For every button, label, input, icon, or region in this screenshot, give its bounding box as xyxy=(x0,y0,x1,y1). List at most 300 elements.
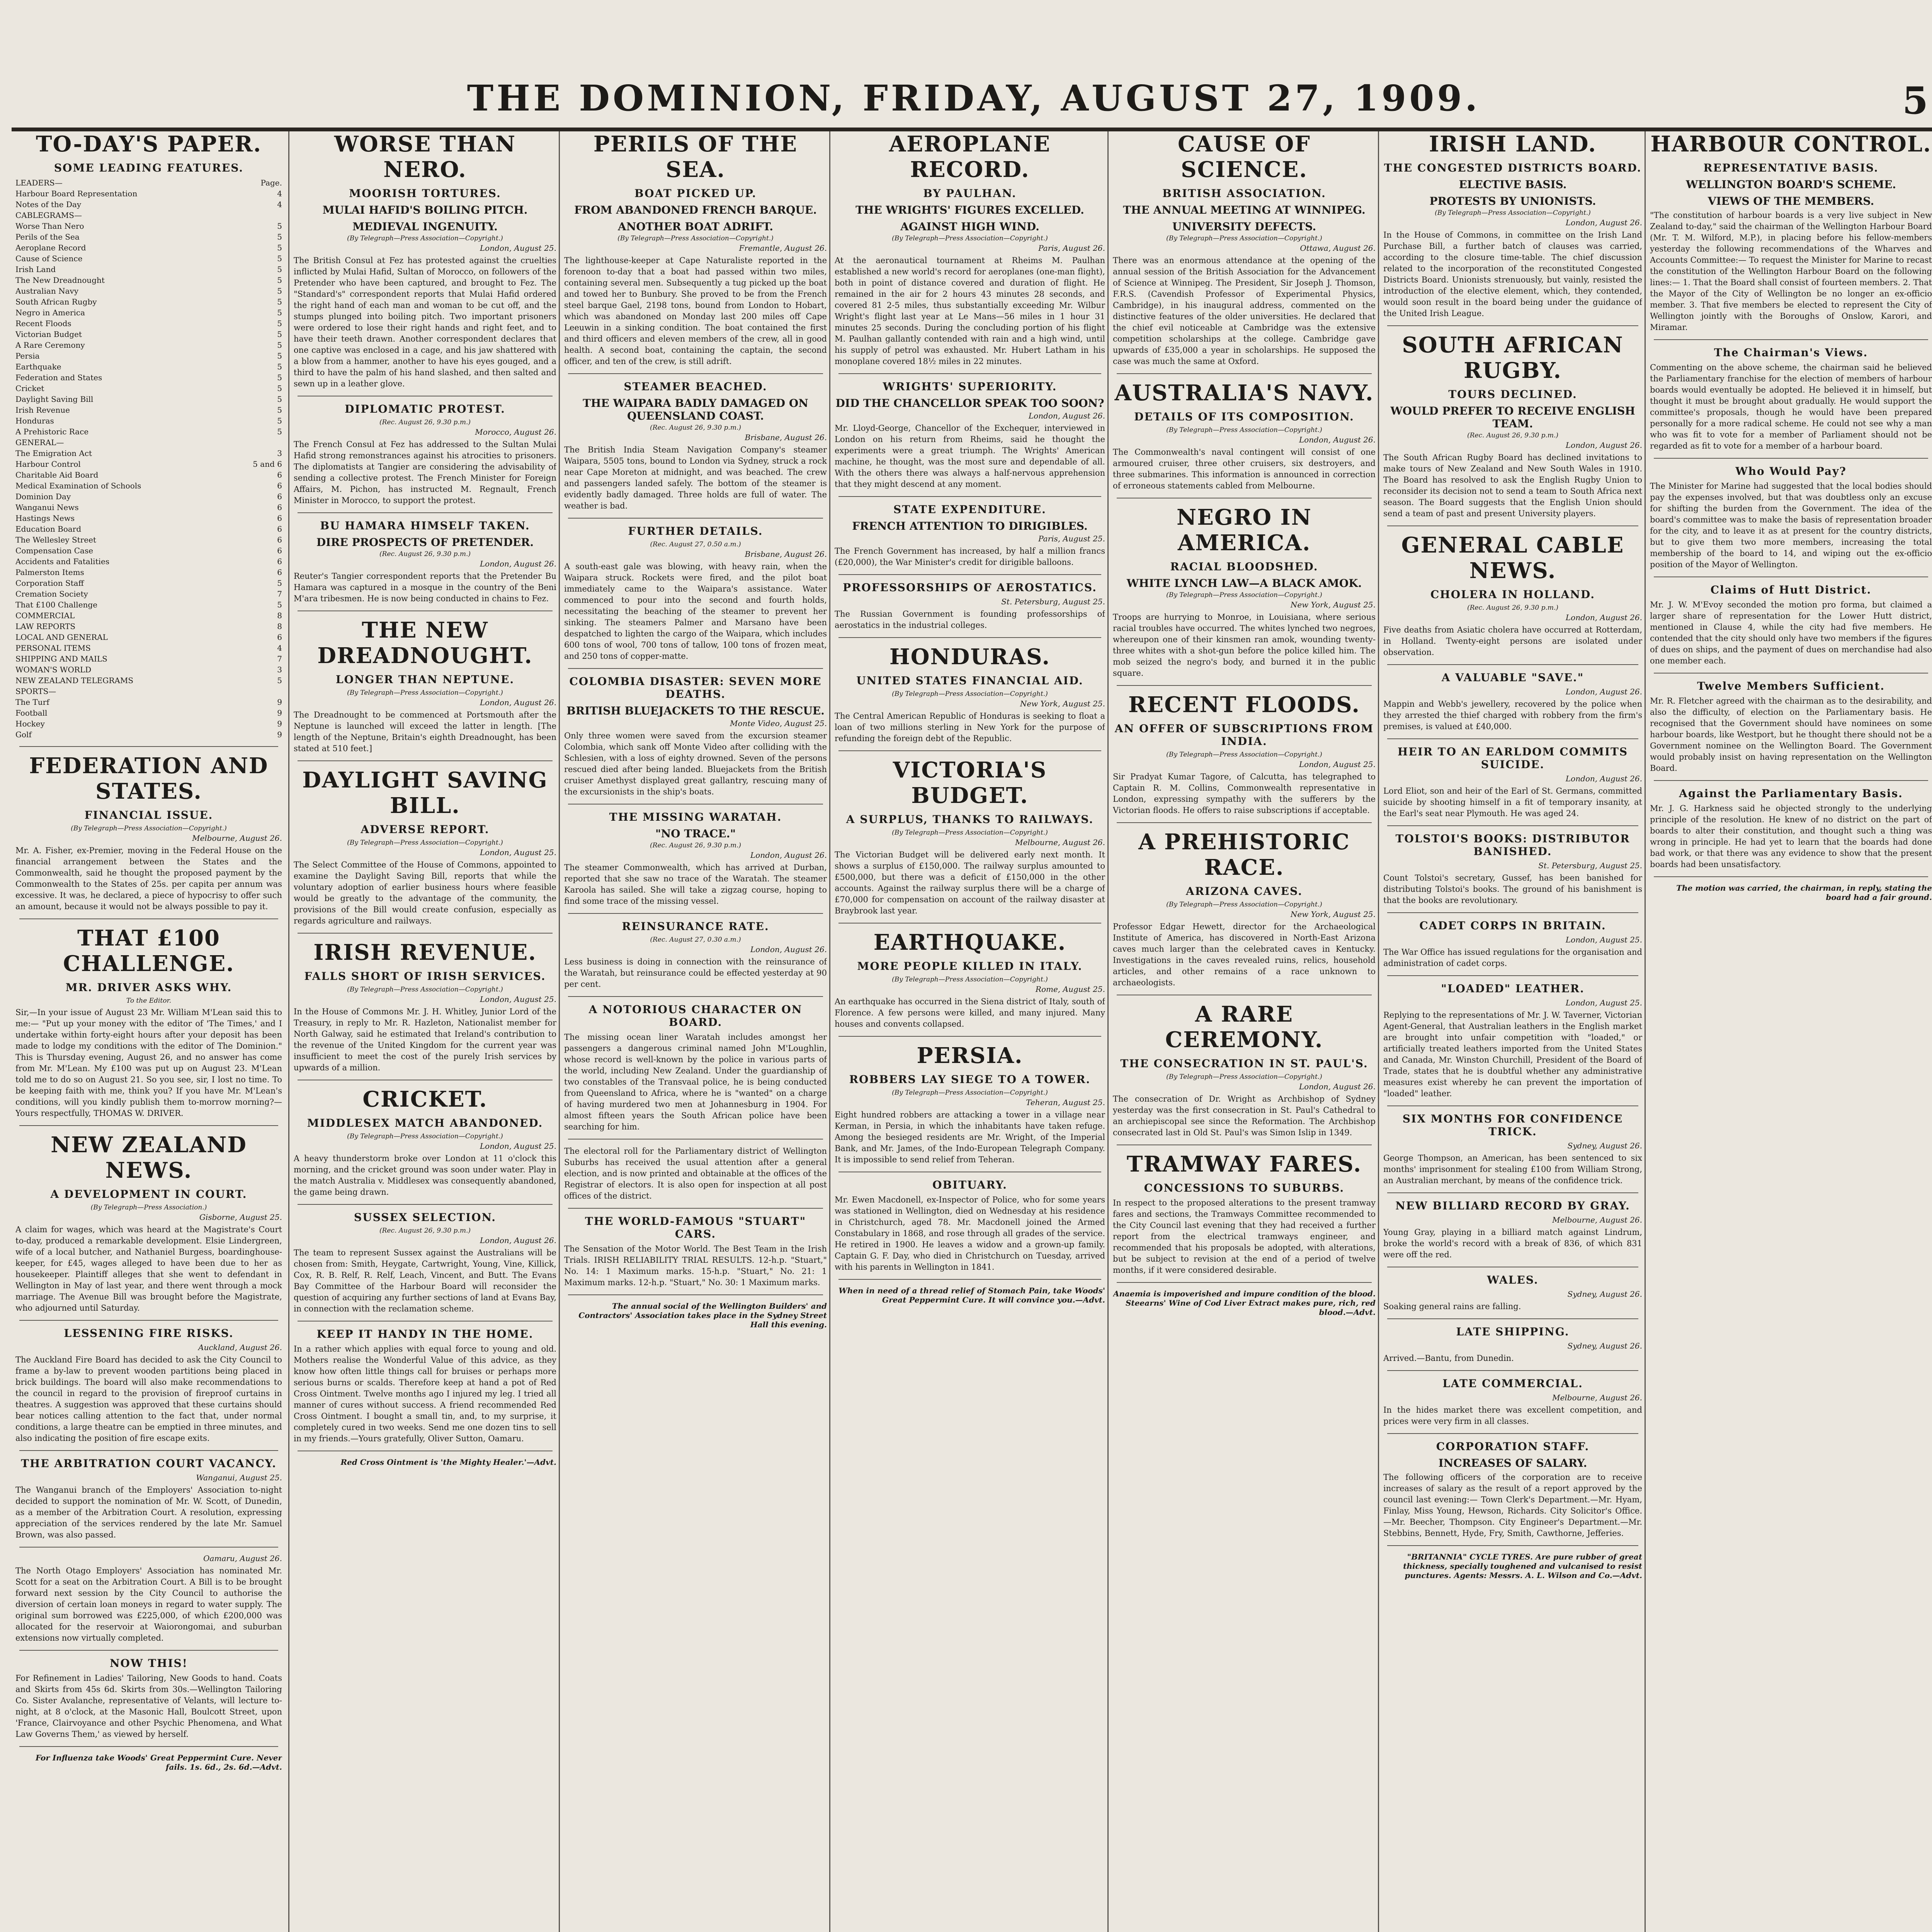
article-credit: (By Telegraph—Press Association—Copyright.) xyxy=(1166,426,1322,434)
index-entry xyxy=(15,307,282,318)
index-label: The Turf xyxy=(15,697,49,707)
article xyxy=(294,1211,556,1315)
article-body: The steamer Commonwealth, which has arrived at Durban, reported that she saw no trace of the Waratah. The steamer Karoola has sailed. She will take a zigzag course, hoping to find some trace of the missing vessel. xyxy=(564,863,827,906)
index-entry xyxy=(15,394,282,405)
article-subheading: FALLS SHORT OF IRISH SERVICES. xyxy=(304,970,546,983)
article-body: A claim for wages, which was heard at the Magistrate's Court to-day, produced a remarkable development. Elsie Lindergreen, wife of a local butcher, and Nathaniel Burgess, boardinghouse-keeper, for £45, wages alleged to have been due to her as housekeeper. Plaintiff alleges that she went to defendant in Wellington in May of last year, and there went through a mock marriage. The Avenue Bill was brought before the Magistrate, who adjourned until Saturday. xyxy=(15,1225,282,1313)
article xyxy=(835,1179,1105,1273)
article-body: In respect to the proposed alterations to the present tramway fares and sections, the Tramways Committee recommended to the City Council last evening that they had received a further report from the electrical tramways engineer, and recommended that his proposals be adopted, with alterations, but be subject to revision at the end of a period of twelve months, if it were considered desirable. xyxy=(1113,1198,1376,1275)
index-entry xyxy=(15,686,282,697)
advertisement: The motion was carried, the chairman, in reply, stating the board had a fair ground. xyxy=(1676,883,1932,902)
article-subheading: ROBBERS LAY SIEGE TO A TOWER. xyxy=(849,1073,1091,1086)
index-page: 4 xyxy=(277,643,282,653)
article-subheading: AN OFFER OF SUBSCRIPTIONS FROM INDIA. xyxy=(1114,722,1374,748)
article-dateline: London, August 25. xyxy=(1565,935,1642,944)
index-entry xyxy=(15,188,282,199)
index-page: 5 xyxy=(277,221,282,231)
article-divider xyxy=(19,1320,278,1321)
index-entry xyxy=(15,513,282,524)
index-label: Worse Than Nero xyxy=(15,221,84,231)
article-body: The Auckland Fire Board has decided to ask the City Council to frame a by-law to prevent wooden partitions being placed in brick buildings. The board will also make recommendations to the council in regard to the provision of fireproof curtains in theatres. A suggestion was approved that these curtains should bear notices calling attention to the fact that, under normal conditions, a large theatre can be emptied in three minutes, and also indicating the position of fire escape exits. xyxy=(15,1355,282,1443)
article-credit: (By Telegraph—Press Association—Copyright.) xyxy=(347,839,503,847)
article-subheading: KEEP IT HANDY IN THE HOME. xyxy=(316,1328,534,1340)
index-page: 5 xyxy=(277,427,282,436)
article-divider xyxy=(1387,1370,1638,1371)
article-dateline: Paris, August 26. xyxy=(1038,243,1105,253)
article-subheading: Twelve Members Sufficient. xyxy=(1697,680,1885,692)
article-headline: AUSTRALIA'S NAVY. xyxy=(1114,380,1374,406)
index-page: 5 xyxy=(277,340,282,350)
index-entry xyxy=(15,318,282,329)
article-headline: PERSIA. xyxy=(917,1043,1023,1068)
index-label: COMMERCIAL xyxy=(15,611,75,620)
article-body: Professor Edgar Hewett, director for the Archaeological Institute of America, has discovered in North-East Arizona caves much larger than the celebrated caves in Kentucky. Investigations in the caves revealed ruins, relics, household articles, and other remains of a race unknown to archaeologists. xyxy=(1113,922,1376,987)
index-page: 5 xyxy=(277,384,282,393)
advertisement: Red Cross Ointment is 'the Mighty Healer.'—Advt. xyxy=(340,1458,556,1467)
article-divider xyxy=(1654,458,1928,459)
index-page: 6 xyxy=(277,492,282,501)
index-label: The Wellesley Street xyxy=(15,535,96,544)
article-subheading-secondary: BRITISH BLUEJACKETS TO THE RESCUE. xyxy=(566,704,825,717)
index-entry xyxy=(15,599,282,610)
index-entry xyxy=(15,556,282,567)
index-entry xyxy=(15,361,282,372)
index-label: Charitable Aid Board xyxy=(15,470,99,480)
article xyxy=(564,1215,827,1288)
article-subheading: A NOTORIOUS CHARACTER ON BOARD. xyxy=(588,1003,803,1029)
article-divider xyxy=(838,574,1101,575)
article-subheading-secondary: THE ANNUAL MEETING AT WINNIPEG. xyxy=(1123,204,1366,216)
article-subheading-tertiary: ANOTHER BOAT ADRIFT. xyxy=(618,220,773,233)
article-dateline: St. Petersburg, August 25. xyxy=(1538,861,1642,870)
article-divider xyxy=(1387,975,1638,976)
article-dateline: Monte Video, August 25. xyxy=(730,719,827,728)
article-body: The South African Rugby Board has declined invitations to make tours of New Zealand and New South Wales in 1910. The Board has resolved to ask the English Rugby Union to reconsider its decision not to send a team to South Africa next season. The Board suggests that the English Union should send a team of past and present University players. xyxy=(1383,453,1642,518)
index-page: 7 xyxy=(277,654,282,663)
article-subheading-secondary: MULAI HAFID'S BOILING PITCH. xyxy=(322,204,528,216)
index-label: SHIPPING AND MAILS xyxy=(15,654,107,663)
article-headline: A PREHISTORIC RACE. xyxy=(1138,829,1350,880)
article-dateline: London, August 26. xyxy=(1565,687,1642,696)
article-headline: CAUSE OF SCIENCE. xyxy=(1177,131,1311,182)
article-body: In the hides market there was excellent competition, and prices were very firm in all classes. xyxy=(1383,1405,1642,1426)
article-subheading-secondary: FRENCH ATTENTION TO DIRIGIBLES. xyxy=(852,520,1088,532)
article-subheading: THE ARBITRATION COURT VACANCY. xyxy=(21,1457,277,1470)
article-body: Commenting on the above scheme, the chairman said he believed the Parliamentary franchise for the election of members of harbour boards would eventually be adopted. He believed it in himself, but thought it must be brought about gradually. He would support the committee's proposals, though he would have been prepared personally for a more radical scheme. He could not see why a man who was fit to vote for a member of Parliament should not be regarded as fit to vote for a member of a harbour board. xyxy=(1650,363,1932,451)
article-body: The Minister for Marine had suggested that the local bodies should pay the expenses involved, but that was doubtless only an excuse for shifting the burden from the Government. The idea of the board's committee was to make the basis of representation broader for the city, and to leave it as at present for the country districts, but to give them two more members, increasing the total membership of the board to 14, and wiping out the ex-officio position of the Mayor of Wellington. xyxy=(1650,481,1932,569)
index-page xyxy=(267,686,282,697)
article xyxy=(564,1146,827,1202)
article-dateline: Oamaru, August 26. xyxy=(203,1554,282,1563)
article xyxy=(564,675,827,798)
article-dateline: Rome, August 25. xyxy=(1035,985,1105,994)
index-page: 5 xyxy=(277,330,282,339)
article-credit: (Rec. August 26, 9.30 p.m.) xyxy=(379,418,471,426)
article-subheading: "LOADED" LEATHER. xyxy=(1441,982,1585,995)
article-dateline: Melbourne, August 26. xyxy=(192,833,282,843)
article-credit: (By Telegraph—Press Association—Copyright.) xyxy=(892,1089,1048,1097)
article-body: In the House of Commons, in committee on the Irish Land Purchase Bill, a further batch of clauses was carried, according to the closure time-table. The chief discussion related to the incorporation of the reconstituted Congested Districts Board. Unionists strenuously, but vainly, resisted the introduction of the elective element, which, they contended, would soon result in the board being under the guidance of the United Irish League. xyxy=(1383,230,1642,318)
article-subheading-secondary: THE WRIGHTS' FIGURES EXCELLED. xyxy=(855,204,1084,216)
article-headline: HONDURAS. xyxy=(889,644,1051,670)
article-credit: (Rec. August 26, 9.30 p.m.) xyxy=(1467,432,1558,439)
article-subheading: STEAMER BEACHED. xyxy=(624,380,767,393)
article-subheading: CORPORATION STAFF. xyxy=(1436,1440,1590,1453)
column-separator xyxy=(1107,131,1109,1932)
article xyxy=(1383,332,1642,519)
index-label: CABLEGRAMS— xyxy=(15,211,82,220)
article xyxy=(835,380,1105,490)
index-entry xyxy=(15,275,282,286)
index-page: 8 xyxy=(277,622,282,631)
index-entry xyxy=(15,296,282,307)
index-entry xyxy=(15,621,282,632)
article-subheading: MORE PEOPLE KILLED IN ITALY. xyxy=(857,960,1083,973)
article xyxy=(564,920,827,990)
article xyxy=(15,1554,282,1644)
index-label: A Rare Ceremony xyxy=(15,340,85,350)
article-body: An earthquake has occurred in the Siena district of Italy, south of Florence. A few persons were killed, and many injured. Many houses and convents collapsed. xyxy=(835,997,1105,1029)
article-dateline: Brisbane, August 26. xyxy=(745,549,827,559)
article-headline: SOUTH AFRICAN RUGBY. xyxy=(1402,332,1624,383)
article-subheading: Against the Parliamentary Basis. xyxy=(1679,787,1903,800)
article-body: There was an enormous attendance at the opening of the annual session of the British Association for the Advancement of Science at Winnipeg. The President, Sir Joseph J. Thomson, F.R.S. (Cavendish Professor of Experimental Physics, Cambridge), in his inaugural address, commented on the distinctive features of the older universities. He declared that the chief evil noticeable at Cambridge was the extensive competition scholarships at the college. Cambridge gave upwards of £35,000 a year in scholarships. He supposed the case was much the same at Oxford. xyxy=(1113,256,1376,366)
article xyxy=(1113,1151,1376,1276)
index-entry xyxy=(15,578,282,588)
index-page: 5 xyxy=(277,676,282,685)
article-body: The missing ocean liner Waratah includes amongst her passengers a dangerous criminal named John M'Loughlin, whose record is well-known by the police in various parts of the world, including New Zealand. Under the guardianship of two constables of the Transvaal police, he is being conducted from Queensland to Africa, where he is "wanted" on a charge of having murdered two men at Johannesburg in 1904. For almost fifteen years the South African police have been searching for him. xyxy=(564,1032,827,1131)
article-body: The French Consul at Fez has addressed to the Sultan Mulai Hafid strong remonstrances against his atrocities to prisoners. The diplomatists at Tangier are considering the advisability of sending a collective protest. The French Minister for Foreign Affairs, M. Pichon, has instructed M. Regnault, French Minister in Morocco, to support the protest. xyxy=(294,440,556,505)
article-subheading: STATE EXPENDITURE. xyxy=(893,503,1046,516)
index-label: LOCAL AND GENERAL xyxy=(15,633,108,642)
article-credit: (By Telegraph—Press Association—Copyright.) xyxy=(892,976,1048,983)
article-subheading: THE MISSING WARATAH. xyxy=(609,811,782,823)
article-dateline: London, August 26. xyxy=(480,698,556,707)
article-dateline: London, August 25. xyxy=(1565,998,1642,1007)
article-divider xyxy=(568,668,823,669)
article-subheading: NEW BILLIARD RECORD BY GRAY. xyxy=(1395,1199,1630,1212)
column-heading: TO-DAY'S PAPER. xyxy=(36,131,262,157)
article-body: Mr. A. Fisher, ex-Premier, moving in the Federal House on the financial arrangement between the States and the Commonwealth, said he thought the proposed payment by the Commonwealth to the States of 25s. per capita per annum was excessive. It was, he declared, a piece of hypocrisy to offer such an amount, because it would not be always possible to pay it. xyxy=(15,846,282,911)
article-body: "The constitution of harbour boards is a very live subject in New Zealand to-day," said the chairman of the Wellington Harbour Board (Mr. T. M. Wilford, M.P.), in placing before his fellow-members yesterday the following recommendations of the Wharves and Accounts Committee:— To request the Minister for Marine to recast the constitution of the Wellington Harbour Board on the following lines:— 1. That the Board shall consist of fourteen members. 2. That the Mayor of the City of Wellington be no longer an ex-officio member. 3. That five members be elected to represent the City of Wellington jointly with the Boroughs of Onslow, Karori, and Miramar. xyxy=(1650,211,1932,332)
article-headline: NEGRO IN AMERICA. xyxy=(1177,505,1312,556)
advert-divider xyxy=(568,1294,823,1295)
index-page: 6 xyxy=(277,557,282,566)
article-subheading: DETAILS OF ITS COMPOSITION. xyxy=(1134,410,1354,423)
article-subheading-secondary: WHITE LYNCH LAW—A BLACK AMOK. xyxy=(1126,577,1362,590)
article-dateline: Melbourne, August 26. xyxy=(1015,838,1105,847)
article-dateline: Gisborne, August 25. xyxy=(199,1213,282,1222)
article-divider xyxy=(1387,1318,1638,1319)
article xyxy=(1650,680,1932,774)
article-headline: GENERAL CABLE NEWS. xyxy=(1401,532,1624,583)
article-body: Young Gray, playing in a billiard match against Lindrum, broke the world's record with a break of 836, of which 831 were off the red. xyxy=(1383,1228,1642,1259)
article-body: Five deaths from Asiatic cholera have occurred at Rotterdam, in Holland. Twenty-eight persons are isolated under observation. xyxy=(1383,625,1642,657)
article-body: The Russian Government is founding professorships of aerostatics in the industrial colleges. xyxy=(835,609,1105,630)
article-subheading: THE CONGESTED DISTRICTS BOARD. xyxy=(1384,162,1642,174)
article-body: Troops are hurrying to Monroe, in Louisiana, where serious racial troubles have occurred. The whites lynched two negroes, whereupon one of their kinsmen ran amok, wounding twenty-three whites with a shot-gun before the police killed him. The mob seized the negro's body, and burned it in the public square. xyxy=(1113,612,1376,678)
index-page: 5 xyxy=(277,265,282,274)
article-headline: WORSE THAN NERO. xyxy=(334,131,516,182)
article-subheading: MOORISH TORTURES. xyxy=(349,187,501,200)
index-label: A Prehistoric Race xyxy=(15,427,89,436)
article-dateline: Ottawa, August 26. xyxy=(1300,243,1376,253)
index-page: 5 xyxy=(277,308,282,317)
index-entry xyxy=(15,286,282,296)
article-divider xyxy=(1387,325,1638,326)
article-dateline: New York, August 25. xyxy=(1290,600,1376,609)
article-credit: (Rec. August 26, 9.30 p.m.) xyxy=(650,842,741,849)
index-label: Daylight Saving Bill xyxy=(15,395,94,404)
article-credit: (By Telegraph—Press Association—Copyright.) xyxy=(892,829,1048,837)
index-page: 5 xyxy=(277,232,282,242)
index-entry xyxy=(15,729,282,740)
index-page: 5 xyxy=(277,351,282,361)
index-page: 8 xyxy=(277,611,282,620)
article-divider xyxy=(1387,912,1638,913)
article-subheading: TOURS DECLINED. xyxy=(1448,388,1577,401)
article xyxy=(835,581,1105,631)
article-dateline: London, August 26. xyxy=(750,850,827,860)
article-dateline: London, August 26. xyxy=(1565,218,1642,227)
index-entry xyxy=(15,340,282,350)
index-entry xyxy=(15,221,282,231)
index-entry xyxy=(15,177,282,188)
article-divider xyxy=(568,373,823,374)
article-dateline: Fremantle, August 26. xyxy=(739,243,827,253)
article-divider xyxy=(838,1036,1101,1037)
article-credit: (Rec. August 26, 9.30 p.m.) xyxy=(1467,604,1558,612)
index-label: Victorian Budget xyxy=(15,330,82,339)
article-body: The consecration of Dr. Wright as Archbishop of Sydney yesterday was the first consecration in St. Paul's Cathedral to an archiepiscopal see since the Reformation. The Archbishop consecrated last in Old St. Paul's was Simon Islip in 1349. xyxy=(1113,1094,1376,1137)
index-label: That £100 Challenge xyxy=(15,600,98,609)
index-label: Honduras xyxy=(15,416,54,425)
article-credit: (By Telegraph—Press Association—Copyright.) xyxy=(347,689,503,697)
article-credit: (Rec. August 27, 0.50 a.m.) xyxy=(650,541,741,548)
index-label: LAW REPORTS xyxy=(15,622,76,631)
article xyxy=(1383,1274,1642,1312)
article-subheading: ADVERSE REPORT. xyxy=(361,823,490,836)
column-separator xyxy=(829,131,830,1932)
article-subheading: DIPLOMATIC PROTEST. xyxy=(345,403,505,415)
index-label: Medical Examination of Schools xyxy=(15,481,141,490)
article-headline: RECENT FLOODS. xyxy=(1128,692,1361,718)
article-dateline: New York, August 25. xyxy=(1290,910,1376,919)
index-entry xyxy=(15,426,282,437)
article-headline: THAT £100 CHALLENGE. xyxy=(63,925,235,976)
index-entry xyxy=(15,469,282,480)
article-headline: AEROPLANE RECORD. xyxy=(889,131,1051,182)
index-label: Compensation Case xyxy=(15,546,94,555)
article-subheading: RACIAL BLOODSHED. xyxy=(1170,560,1318,573)
article xyxy=(835,757,1105,917)
article-body: Soaking general rains are falling. xyxy=(1383,1302,1521,1311)
article-subheading: CHOLERA IN HOLLAND. xyxy=(1430,588,1595,601)
article-dateline: Melbourne, August 26. xyxy=(1552,1215,1642,1225)
index-entry xyxy=(15,437,282,448)
index-entry xyxy=(15,567,282,578)
article-divider xyxy=(1654,339,1928,340)
index-label: Negro in America xyxy=(15,308,85,317)
article-subheading: SUSSEX SELECTION. xyxy=(354,1211,497,1224)
article-divider xyxy=(1654,780,1928,781)
index-page: 5 xyxy=(277,276,282,285)
index-page: 6 xyxy=(277,535,282,544)
index-entry xyxy=(15,653,282,664)
article-dateline: Brisbane, August 26. xyxy=(745,433,827,442)
index-page: 7 xyxy=(277,589,282,599)
article-subheading: UNITED STATES FINANCIAL AID. xyxy=(856,674,1083,687)
article-dateline: London, August 26. xyxy=(750,945,827,954)
index-entry xyxy=(15,199,282,210)
article-subheading: ARIZONA CAVES. xyxy=(1186,885,1303,898)
index-page: 4 xyxy=(277,189,282,198)
article-body: The North Otago Employers' Association has nominated Mr. Scott for a seat on the Arbitration Court. A Bill is to be brought forward next session by the City Council to authorise the diversion of certain loan moneys in regard to water supply. The original sum borrowed was £225,000, of which £200,000 was allocated for the reservoir at Waiorongomai, and suburban extensions now virtually completed. xyxy=(15,1566,282,1643)
article xyxy=(1113,1002,1376,1138)
index-label: Irish Land xyxy=(15,265,56,274)
article-headline: EARTHQUAKE. xyxy=(873,930,1066,955)
index-entry xyxy=(15,253,282,264)
index-page: 5 xyxy=(277,362,282,371)
article xyxy=(1650,787,1932,870)
article xyxy=(1383,532,1642,658)
article xyxy=(15,753,282,912)
advert-divider xyxy=(1654,876,1928,877)
article-credit: (By Telegraph—Press Association—Copyright.) xyxy=(347,235,503,242)
article-divider xyxy=(1387,1192,1638,1193)
article-subheading-secondary: FROM ABANDONED FRENCH BARQUE. xyxy=(574,204,817,216)
article-body: Reuter's Tangier correspondent reports that the Pretender Bu Hamara was captured in a mosque in the country of the Beni M'ara tribesmen. He is now being conducted in chains to Fez. xyxy=(294,571,556,603)
index-page: 5 xyxy=(277,254,282,263)
article xyxy=(1650,583,1932,667)
article xyxy=(835,644,1105,744)
index-entry xyxy=(15,707,282,718)
article-subheading: REPRESENTATIVE BASIS. xyxy=(1703,162,1879,174)
index-label: Federation and States xyxy=(15,373,102,382)
article-headline: NEW ZEALAND NEWS. xyxy=(51,1132,247,1183)
article-body: Mr. Ewen Macdonell, ex-Inspector of Police, who for some years was stationed in Wellington, died on Wednesday at his residence in Christchurch, aged 78. Mr. Macdonell joined the Armed Constabulary in 1868, and rose through all grades of the service. He retired in 1900. He leaves a widow and a grown-up family. Captain G. F. Day, who died in Christchurch on Tuesday, arrived with his parents in Wellington in 1841. xyxy=(835,1195,1105,1272)
index-label: The New Dreadnought xyxy=(15,276,105,285)
article xyxy=(294,617,556,754)
column-cause-of-science xyxy=(1113,131,1376,1932)
article-subheading-tertiary: AGAINST HIGH WIND. xyxy=(900,220,1039,233)
article-credit: To the Editor. xyxy=(126,997,172,1005)
index-entry xyxy=(15,329,282,340)
article-divider xyxy=(19,918,278,919)
article xyxy=(1383,745,1642,819)
article-body: The electoral roll for the Parliamentary district of Wellington Suburbs has received the usual attention after a general election, and is now printed and obtainable at the offices of the Registrar of electors. It is also open for inspection at all post offices of the district. xyxy=(564,1146,827,1201)
column-separator xyxy=(1645,131,1646,1932)
index-page: 5 xyxy=(277,416,282,425)
article-divider xyxy=(19,1125,278,1126)
article xyxy=(15,1132,282,1314)
article-subheading: The Chairman's Views. xyxy=(1714,346,1868,359)
article-body: The War Office has issued regulations for the organisation and administration of cadet corps. xyxy=(1383,947,1642,968)
article-divider xyxy=(568,518,823,519)
article xyxy=(294,940,556,1073)
article-dateline: London, August 26. xyxy=(480,559,556,568)
article-divider xyxy=(19,1450,278,1451)
article-subheading: CONCESSIONS TO SUBURBS. xyxy=(1144,1182,1345,1194)
article-dateline: Sydney, August 26. xyxy=(1567,1141,1642,1150)
article-divider xyxy=(298,933,553,934)
index-page: 9 xyxy=(277,719,282,728)
article-divider xyxy=(568,913,823,914)
index-entry xyxy=(15,610,282,621)
article-credit: (Rec. August 26, 9.30 p.m.) xyxy=(379,1227,471,1235)
section-divider xyxy=(19,746,278,747)
column-worse-than-nero xyxy=(294,131,556,1932)
article-divider xyxy=(1117,373,1372,374)
index-entry xyxy=(15,718,282,729)
article xyxy=(835,131,1105,367)
index-page: 5 xyxy=(277,578,282,588)
index-page: 5 xyxy=(277,319,282,328)
article-dateline: London, August 25. xyxy=(480,995,556,1004)
article-dateline: London, August 26. xyxy=(1028,411,1105,420)
index-entry xyxy=(15,643,282,653)
article xyxy=(1650,131,1932,333)
index-label: Recent Floods xyxy=(15,319,71,328)
article-body: Mappin and Webb's jewellery, recovered by the police when they arrested the thief charged with robbery from the firm's premises, is valued at £40,000. xyxy=(1383,699,1642,731)
article xyxy=(294,767,556,927)
index-entry xyxy=(15,448,282,459)
article-headline: IRISH LAND. xyxy=(1429,131,1597,157)
article-dateline: Sydney, August 26. xyxy=(1567,1289,1642,1299)
article xyxy=(15,1657,282,1740)
index-page: 6 xyxy=(277,546,282,555)
article-credit: (By Telegraph—Press Association—Copyright.) xyxy=(1166,901,1322,908)
article-subheading: OBITUARY. xyxy=(932,1179,1007,1191)
article-divider xyxy=(1117,685,1372,686)
index-page xyxy=(267,210,282,221)
index-page: 9 xyxy=(277,708,282,718)
index-label: Australian Navy xyxy=(15,286,79,296)
article-dateline: Melbourne, August 26. xyxy=(1552,1393,1642,1402)
masthead xyxy=(12,70,1932,135)
index-label: SPORTS— xyxy=(15,687,56,696)
article-subheading: MR. DRIVER ASKS WHY. xyxy=(65,981,232,994)
column-harbour-control xyxy=(1650,131,1932,1932)
article xyxy=(564,525,827,662)
index-label: LEADERS— xyxy=(15,178,63,187)
index-label: Cricket xyxy=(15,384,44,393)
article-dateline: London, August 26. xyxy=(480,1236,556,1245)
article-body: George Thompson, an American, has been sentenced to six months' imprisonment for stealing £100 from William Strong, an Australian merchant, by means of the confidence trick. xyxy=(1383,1153,1642,1185)
article-subheading: A DEVELOPMENT IN COURT. xyxy=(50,1188,247,1201)
article xyxy=(1383,131,1642,319)
article-divider xyxy=(568,1208,823,1209)
article-subheading: Who Would Pay? xyxy=(1735,465,1847,478)
masthead-title: THE DOMINION, FRIDAY, AUGUST 27, 1909. xyxy=(467,77,1481,119)
article-body: The Central American Republic of Honduras is seeking to float a loan of two millions sterling in New York for the purpose of refunding the foreign debt of the Republic. xyxy=(835,711,1105,743)
index-label: South African Rugby xyxy=(15,297,97,306)
advertisement: For Influenza take Woods' Great Peppermint Cure. Never fails. 1s. 6d., 2s. 6d.—Advt. xyxy=(35,1753,282,1772)
index-label: Palmerston Items xyxy=(15,568,84,577)
index-label: The Emigration Act xyxy=(15,449,92,458)
article-credit: (By Telegraph—Press Association.) xyxy=(90,1204,207,1211)
article-credit: (Rec. August 26, 9.30 p.m.) xyxy=(650,424,741,432)
index-label: Cause of Science xyxy=(15,254,83,263)
advertisement: The annual social of the Wellington Builders' and Contractors' Association takes place in the Sydney Street Hall this evening. xyxy=(578,1301,827,1329)
article-divider xyxy=(838,637,1101,638)
article-subheading: LESSENING FIRE RISKS. xyxy=(64,1327,234,1340)
article-credit: (By Telegraph—Press Association—Copyright.) xyxy=(1166,235,1322,242)
index-entry xyxy=(15,675,282,686)
article-subheading-tertiary: MEDIEVAL INGENUITY. xyxy=(352,220,498,233)
article xyxy=(1383,1199,1642,1260)
index-entry xyxy=(15,210,282,221)
